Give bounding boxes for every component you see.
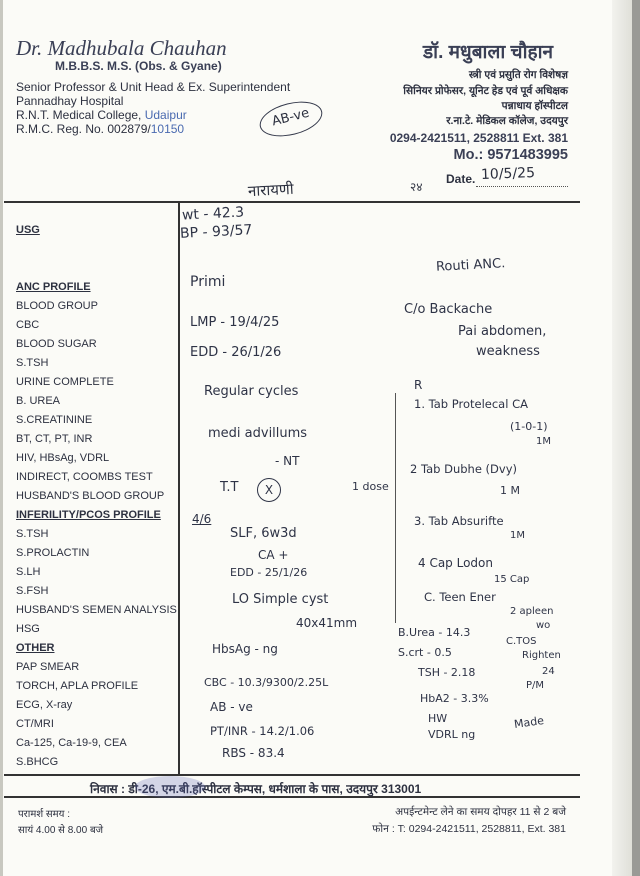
rx-item-5-note-2: wo (536, 620, 551, 631)
test-item: INFERILITY/PCOS PROFILE (16, 509, 161, 521)
note-gravida: Primi (190, 274, 226, 290)
rx-note-tos: C.TOS (506, 636, 537, 647)
test-item: S.CREATININE (16, 414, 93, 426)
lab-tsh: TSH - 2.18 (418, 666, 476, 679)
test-item: HUSBAND'S SEMEN ANALYSIS (16, 604, 177, 616)
test-item: S.FSH (16, 585, 49, 597)
date-prefix: २४ (410, 180, 423, 194)
test-item: USG (16, 224, 40, 236)
note-nil: - NT (275, 454, 300, 468)
doctor-degree: M.B.B.S. M.S. (Obs. & Gyane) (55, 59, 222, 73)
test-item: CT/MRI (16, 718, 54, 730)
handwritten-divider (395, 393, 396, 623)
note-tt: T.T (220, 480, 239, 495)
test-item: Ca-125, Ca-19-9, CEA (16, 737, 127, 749)
test-item: HUSBAND'S BLOOD GROUP (16, 490, 165, 502)
college-name: R.N.T. Medical College, (16, 108, 145, 122)
lab-urea: B.Urea - 14.3 (398, 626, 471, 639)
test-item: S.BHCG (16, 756, 59, 768)
residence-address (90, 780, 421, 797)
test-item: INDIRECT, COOMBS TEST (16, 471, 153, 483)
specialty-hindi: स्त्री एवं प्रसुति रोग विशेषज्ञ (468, 69, 568, 81)
rx-item-3-duration: 1M (510, 530, 525, 541)
college-english (16, 108, 187, 122)
test-item: BLOOD SUGAR (16, 338, 97, 350)
paper-edge-left (0, 0, 3, 876)
note-weight: wt - 42.3 (181, 204, 245, 224)
note-complaint-2: Pai abdomen, (458, 324, 547, 339)
note-complaint: C/o Backache (404, 302, 493, 317)
test-item: PAP SMEAR (16, 661, 80, 673)
rx-item-3: 3. Tab Absurifte (414, 514, 504, 528)
note-edd: EDD - 26/1/26 (190, 345, 282, 360)
lab-vdrl: VDRL ng (428, 728, 476, 741)
lab-hw: HW (428, 712, 448, 725)
hospital-english: Pannadhay Hospital (16, 94, 124, 108)
doctor-name-hindi: डॉ. मधुबाला चौहान (423, 42, 554, 63)
date-underline (476, 186, 568, 187)
test-item: S.TSH (16, 357, 49, 369)
note-hbsag: HbsAg - ng (212, 642, 278, 656)
test-item: S.TSH (16, 528, 49, 540)
note-medical-illness: medi advillums (208, 426, 308, 441)
rx-note-right: Righten (522, 650, 561, 661)
lab-hba2: HbA2 - 3.3% (420, 692, 489, 705)
test-item: OTHER (16, 642, 55, 654)
rx-item-1-dose: (1-0-1) (510, 420, 548, 433)
note-cyst: LO Simple cyst (232, 592, 329, 607)
reg-number-main: R.M.C. Reg. No. 002879/ (16, 122, 151, 136)
test-item: S.PROLACTIN (16, 547, 90, 559)
hospital-hindi: पन्नाधाय हॉस्पीटल (501, 100, 568, 112)
rx-note-pm: P/M (526, 680, 545, 691)
clinic-phone: 0294-2421511, 2528811 Ext. 381 (389, 131, 568, 145)
test-item: TORCH, APLA PROFILE (16, 680, 139, 692)
designation-english: Senior Professor & Unit Head & Ex. Superintendent (16, 80, 291, 94)
footer-divider-top (4, 774, 580, 776)
rx-symbol: R (414, 378, 423, 392)
test-item: S.LH (16, 566, 41, 578)
lab-note-made: Made (513, 713, 545, 732)
consult-time-label: परामर्श समय : (18, 809, 71, 820)
rx-item-5-note: 2 apleen (510, 606, 554, 617)
rx-item-2-duration: 1 M (500, 484, 520, 497)
mobile-number: Mo.: 9571483995 (453, 147, 568, 163)
torn-edge (632, 0, 640, 876)
note-usg-edd: EDD - 25/1/26 (230, 566, 308, 579)
rx-item-4-duration: 15 Cap (494, 574, 530, 585)
test-item: BT, CT, PT, INR (16, 433, 93, 445)
test-item: CBC (16, 319, 40, 331)
footer-phone: फोन : T: 0294-2421511, 2528811, Ext. 381 (372, 823, 566, 835)
test-item: HIV, HBsAg, VDRL (16, 452, 110, 464)
note-cardiac: CA + (258, 548, 289, 562)
registration-number (16, 122, 184, 136)
reg-number-suffix: 10150 (150, 122, 185, 136)
college-city: Udaipur (144, 108, 187, 122)
designation-hindi: सिनियर प्रोफेसर, यूनिट हेड एवं पूर्व अधिक्षक (403, 85, 568, 97)
note-pt-inr: PT/INR - 14.2/1.06 (210, 724, 315, 738)
appointment-time: अपईन्टमेन्ट लेने का समय दोपहर 11 से 2 बजे (395, 806, 566, 818)
header-divider (4, 201, 580, 203)
note-lmp: LMP - 19/4/25 (190, 315, 280, 330)
test-item: ANC PROFILE (16, 281, 91, 293)
note-usg-date: 4/6 (192, 512, 212, 526)
note-usg-result: SLF, 6w3d (230, 526, 297, 541)
rx-item-4: 4 Cap Lodon (418, 556, 493, 570)
blood-group-stamp: AB-ve (256, 96, 326, 143)
college-hindi: र.ना.टे. मेडिकल कॉलेज, उदयपुर (446, 115, 568, 127)
note-cbc: CBC - 10.3/9300/2.25L (204, 676, 329, 689)
note-bp: BP - 93/57 (179, 222, 253, 242)
rx-note-24: 24 (542, 666, 555, 677)
rx-item-2: 2 Tab Dubhe (Dvy) (410, 462, 517, 476)
date-label: Date. (446, 172, 476, 186)
consult-time: सायं 4.00 से 8.00 बजे (18, 825, 104, 836)
note-dose: 1 dose (352, 480, 389, 493)
test-item: B. UREA (16, 395, 61, 407)
note-rbs: RBS - 83.4 (222, 746, 285, 760)
note-complaint-3: weakness (476, 344, 540, 359)
test-item: HSG (16, 623, 40, 635)
tests-column-divider (178, 202, 180, 774)
paper-edge-right (612, 0, 640, 876)
note-blood-group: AB - ve (210, 700, 253, 714)
date-value: 10/5/25 (480, 165, 536, 183)
rx-item-1-duration: 1M (536, 436, 551, 447)
test-item: URINE COMPLETE (16, 376, 114, 388)
test-item: BLOOD GROUP (16, 300, 98, 312)
rx-item-5: C. Teen Ener (424, 590, 496, 604)
patient-name: नारायणी (247, 179, 295, 201)
test-item: ECG, X-ray (16, 699, 73, 711)
lab-creatinine: S.crt - 0.5 (398, 646, 452, 659)
address-text: निवास : डी-26, एम.बी.हॉस्पीटल केम्पस, धर्मशाला के पास, उदयपुर 313001 (90, 782, 422, 796)
note-cyst-size: 40x41mm (296, 616, 358, 630)
doctor-name-english: Dr. Madhubala Chauhan (16, 36, 227, 60)
rx-item-1: 1. Tab Protelecal CA (414, 397, 528, 411)
note-tt-circle: X (257, 478, 281, 502)
ink-smudge (135, 776, 205, 798)
note-visit-type: Routi ANC. (435, 256, 506, 275)
note-cycles: Regular cycles (204, 384, 299, 399)
